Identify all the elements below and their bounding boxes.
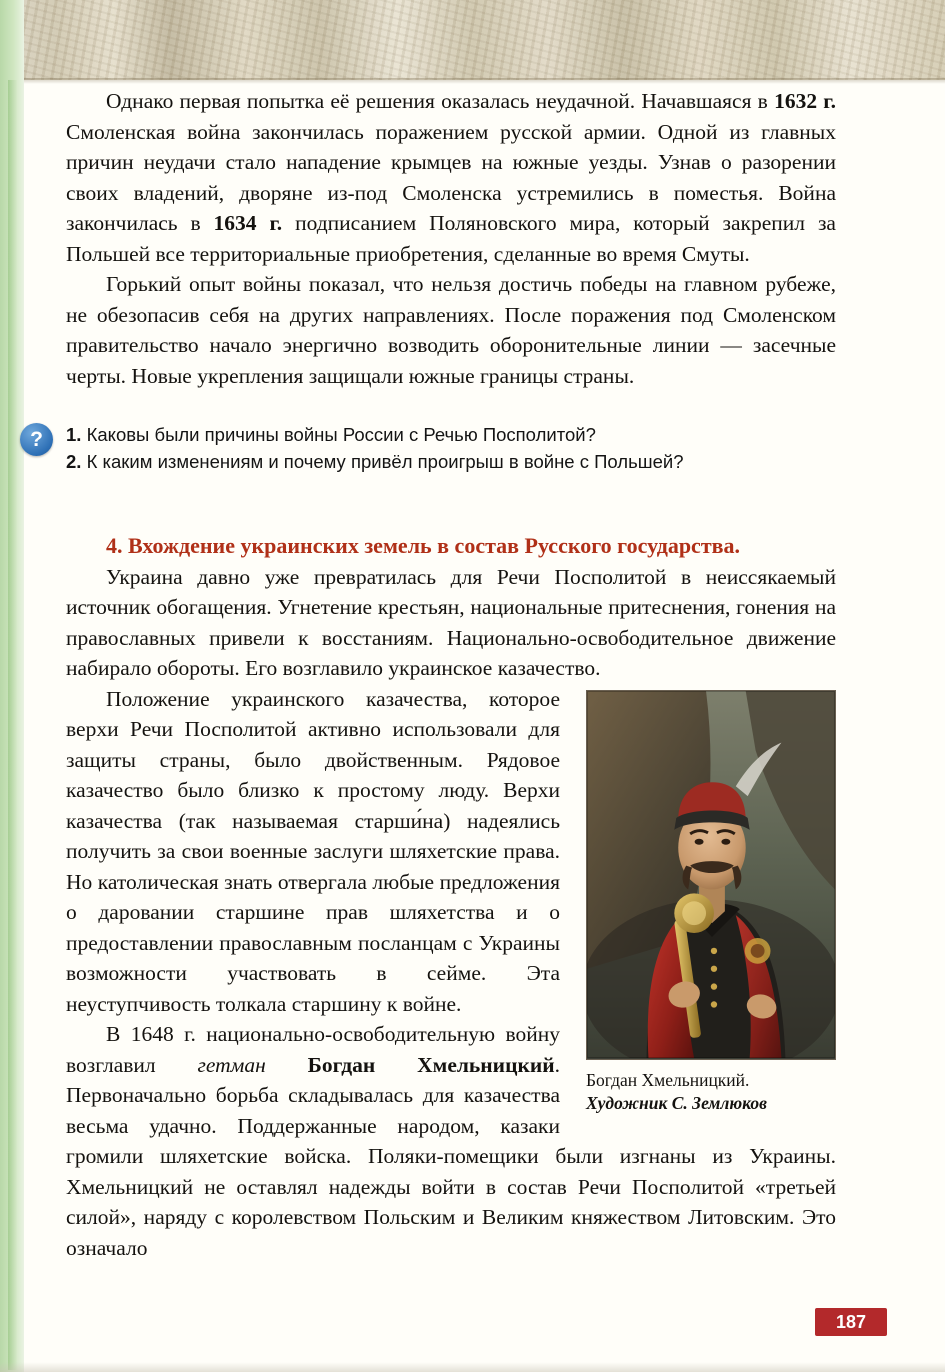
questions-list [66, 421, 836, 475]
decorative-left-bar-stripe [8, 80, 17, 1370]
question-text-1: Каковы были причины войны России с Речью Посполитой? [86, 424, 596, 445]
question-number-2: 2. [66, 451, 82, 472]
paragraph-5-lead: В 1648 г. национально-освободительную войну возглавил [66, 1022, 560, 1077]
question-number-1: 1. [66, 424, 82, 445]
section-heading [66, 531, 836, 562]
paragraph-2: Горький опыт войны показал, что нельзя достичь победы на главном рубеже, не обезопасив себя на других направлениях. После поражения под Смоленском правительство начало энергично возводить оборонительные линии — засечные черты. Новые укрепления защищали южные границы страны. [66, 272, 836, 388]
question-item-2 [66, 448, 836, 475]
portrait-bogdan-khmelnitsky-image [587, 691, 835, 1058]
decorative-left-bar [0, 0, 24, 1372]
year-1632: 1632 г. [774, 89, 836, 113]
page-bottom-edge [0, 1362, 945, 1372]
figure-caption-artist: Художник С. Землюков [586, 1092, 767, 1113]
paragraph-5-rest: . Первоначально борьба складывалась для казачества весьма удачно. Поддержанные народом, казаки громили шляхетские войска. Поляки-помещики были изгнаны из Украины. Хмельницкий не оставлял надежды войти в состав Речи Посполитой «третьей силой», наряду с королевством Польским и Великим княжеством Литовским. Это означало [66, 1052, 836, 1260]
figure-portrait [586, 690, 836, 1115]
section-paragraph: Украина давно уже превратилась для Речи Посполитой в неиссякаемый источник обогащения. Угнетение крестьян, национальные притеснения, гонения на православных привели к восстаниям. Национально-освободительное движение набирало обороты. Его возглавило украинское казачество. [66, 564, 836, 680]
questions-block [30, 421, 836, 497]
decorative-top-border [0, 0, 945, 80]
top-border-shadow [0, 78, 945, 84]
question-mark-icon: ? [20, 423, 53, 456]
page-content [30, 86, 836, 1263]
year-1634: 1634 г. [213, 211, 283, 235]
figure-caption-title: Богдан Хмельницкий. [586, 1069, 750, 1090]
text-with-figure [66, 684, 836, 1264]
section-title: Вхождение украинских земель в состав Русского государства. [128, 533, 741, 558]
section-number: 4. [106, 533, 123, 558]
question-text-2: К каким изменениям и почему привёл проигрыш в войне с Польшей? [86, 451, 684, 472]
paragraph-1: Однако первая попытка её решения оказалась неудачной. Начавшаяся в 1632 г. Смоленская война закончилась поражением русской армии. Одной из главных причин неудачи стало нападение крымцев на южные уезды. Узнав о разорении своих владений, дворяне из-под Смоленска устремились в поместья. Война закончилась в 1634 г. подписанием Поляновского мира, который закрепил за Польшей все территориальные приобретения, сделанные во время Смуты. [66, 89, 836, 266]
figure-caption [586, 1069, 836, 1115]
portrait-frame [586, 690, 836, 1060]
question-item-1 [66, 421, 836, 448]
page-number-badge: 187 [815, 1308, 887, 1336]
paragraph-4: Положение украинского казачества, которое верхи Речи Посполитой активно использовали для защиты страны, было двойственным. Рядовое казачество было близко к простому люду. Верхи казачества (так называемая старши́на) надеялись получить за свои военные заслуги шляхетские права. Но католическая знать отвергала любые предложения о даровании старшине прав шляхетства и о предоставлении православным посланцам с Украины возможности участвовать в сейме. Эта неуступчивость толкала старшину к войне. [66, 686, 560, 1016]
term-hetman: гетман [197, 1052, 266, 1077]
name-bogdan-khmelnitsky: Богдан Хмельницкий [307, 1052, 555, 1077]
